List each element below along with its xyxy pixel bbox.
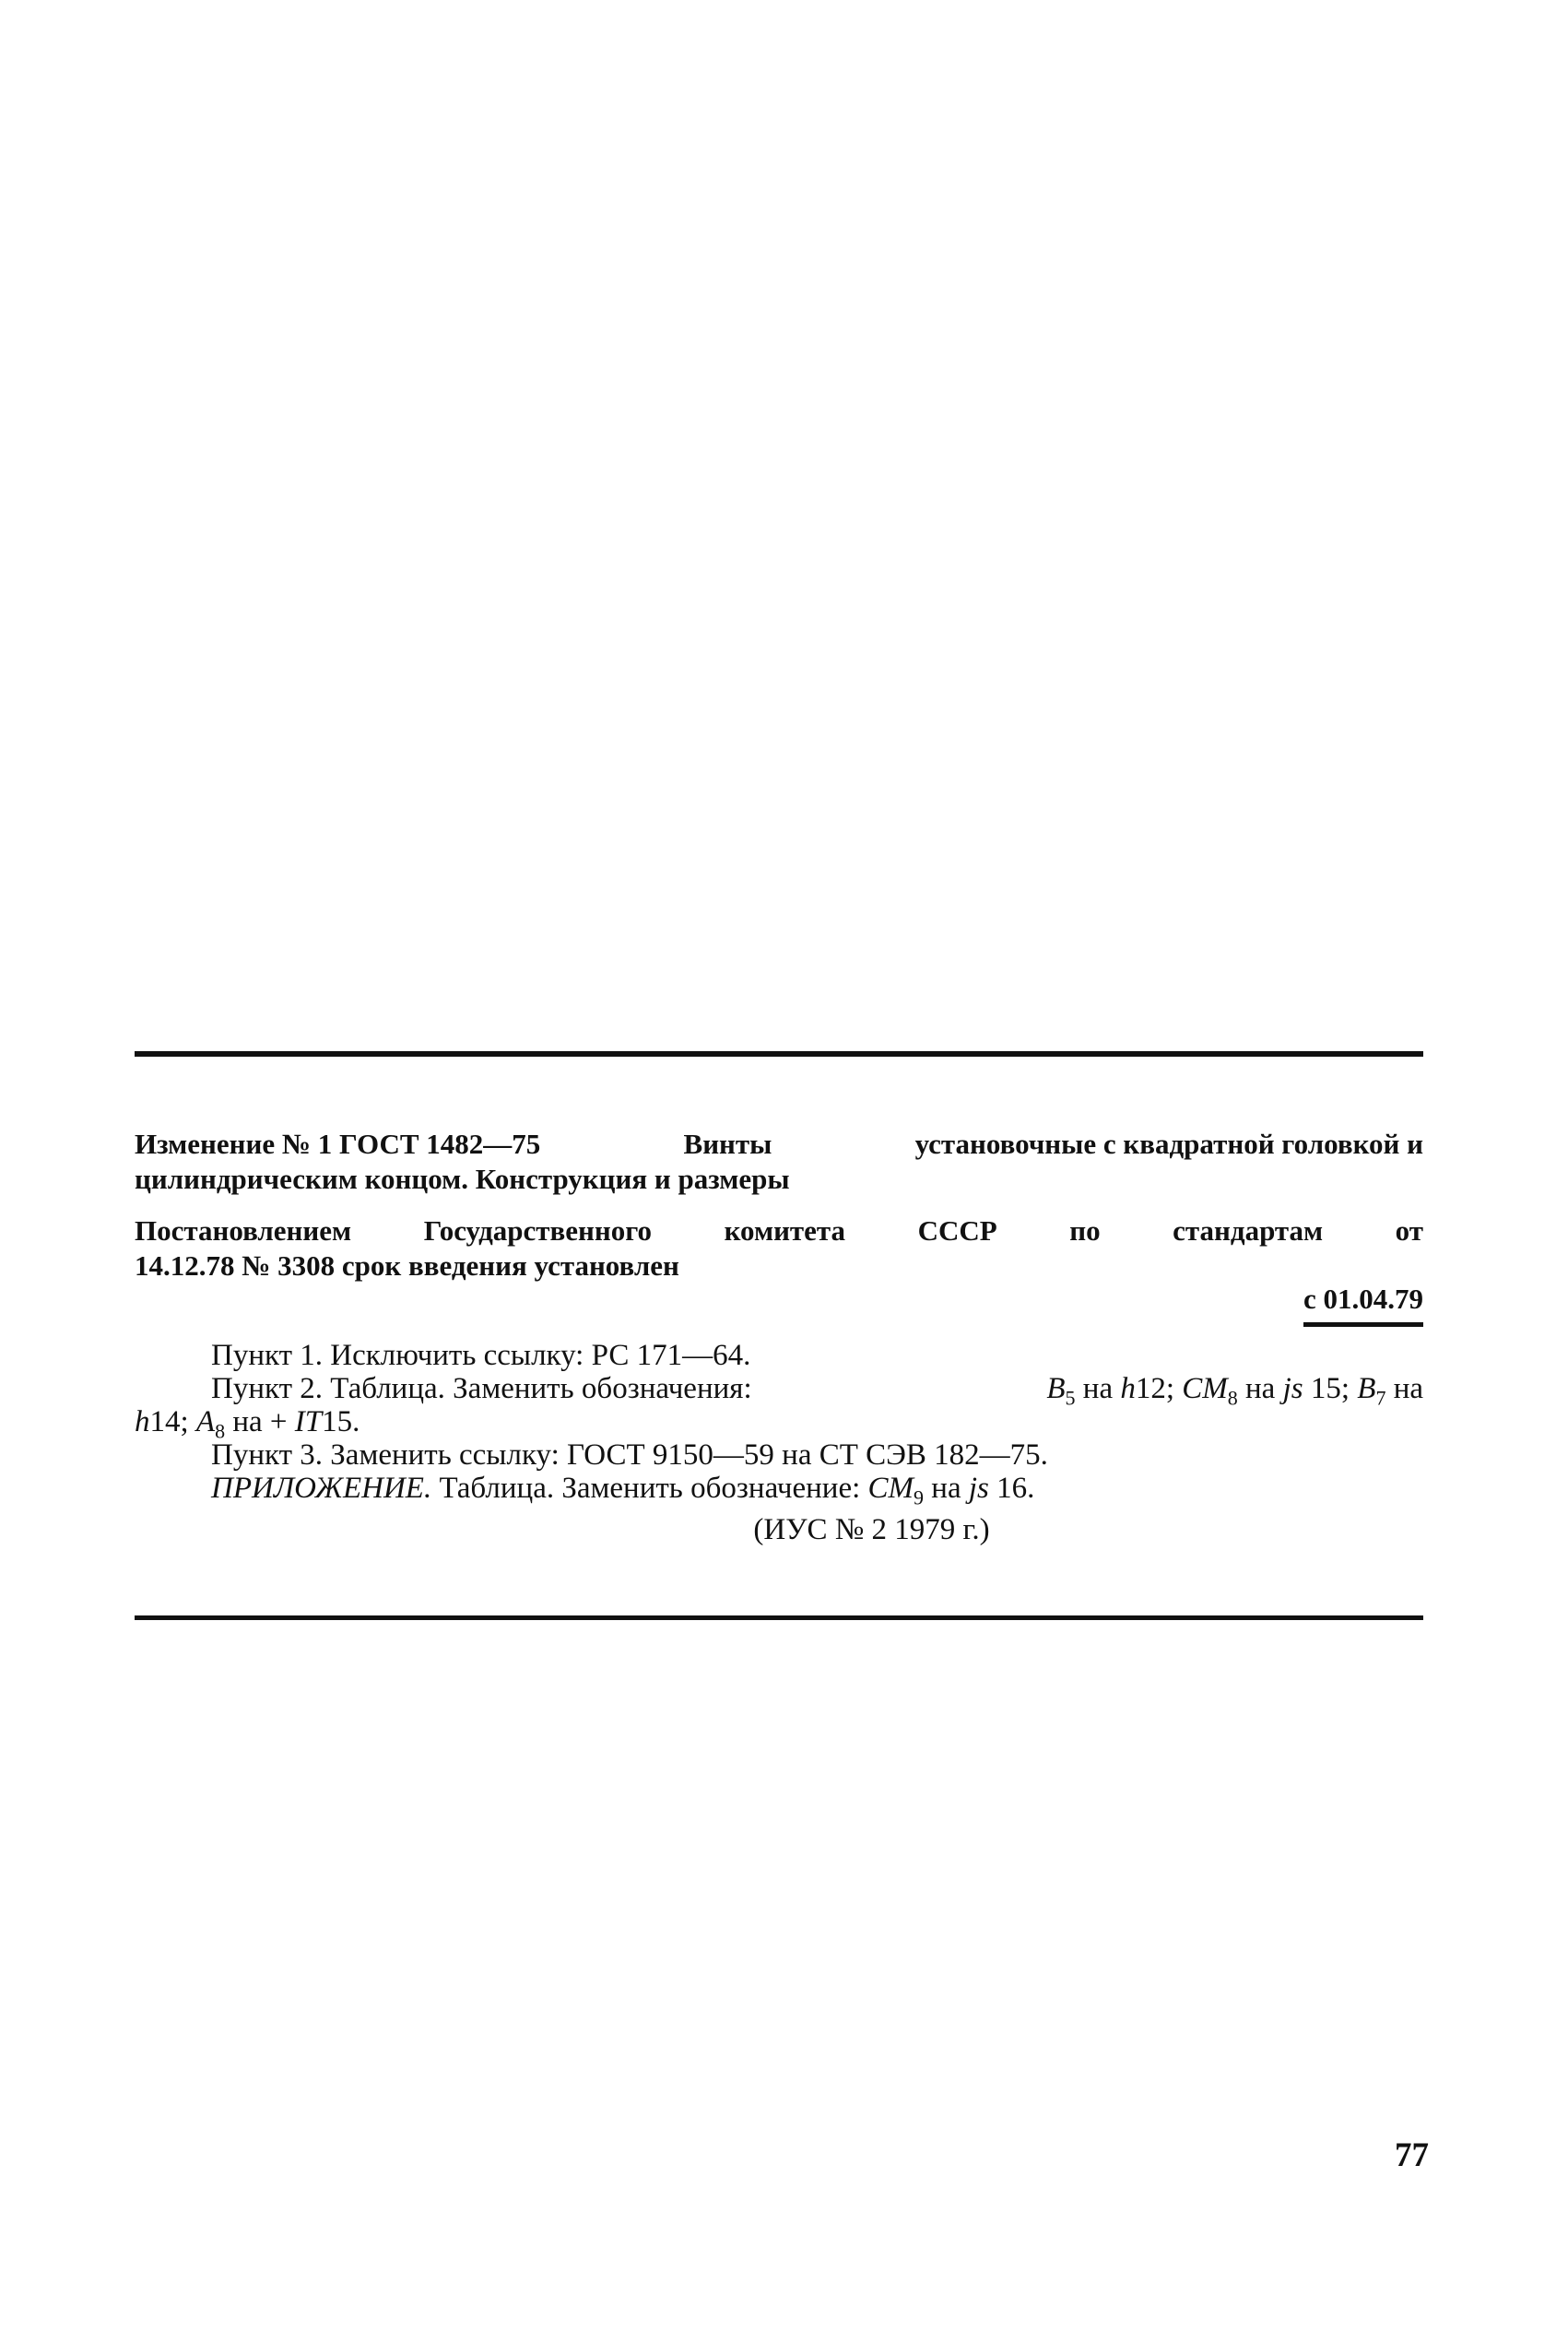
decree-statement — [135, 1213, 1423, 1284]
item-2-line-1 — [135, 1372, 1423, 1410]
decree-line-2: 14.12.78 № 3308 срок введения установлен — [135, 1249, 679, 1282]
item-2-text: Пункт 2. Таблица. Заменить обозначения: — [211, 1372, 752, 1405]
decree-word: от — [1395, 1214, 1423, 1247]
effective-date-wrap — [1303, 1282, 1423, 1327]
source-reference — [0, 1512, 1568, 1547]
heading-line-1 — [135, 1127, 1423, 1162]
item-2-designations: $B_5$ на h12; $CM_8$ на js 15; $B_7$ на — [1046, 1372, 1423, 1410]
effective-date: с 01.04.79 — [1303, 1282, 1423, 1327]
item-3: Пункт 3. Заменить ссылку: ГОСТ 9150—59 на СТ СЭВ 182—75. — [211, 1438, 1048, 1472]
page-number: 77 — [1395, 2136, 1429, 2174]
change-items — [135, 1339, 1423, 1509]
decree-word: Государственного — [423, 1214, 653, 1247]
heading-part: установочные с квадратной головкой и — [914, 1128, 1423, 1160]
decree-word: по — [1069, 1214, 1101, 1247]
decree-word: стандартам — [1173, 1214, 1324, 1247]
heading-line-2: цилиндрическим концом. Конструкция и размеры — [135, 1163, 790, 1195]
heading-part: Изменение № 1 ГОСТ 1482—75 — [135, 1128, 541, 1160]
change-heading — [135, 1127, 1423, 1197]
decree-word: Постановлением — [135, 1214, 352, 1247]
top-divider — [135, 1051, 1423, 1057]
bottom-divider — [135, 1615, 1423, 1620]
source-text: (ИУС № 2 1979 г.) — [753, 1513, 990, 1546]
item-appendix: ПРИЛОЖЕНИЕ. Таблица. Заменить обозначение: $CM_9$ на js 16. — [211, 1472, 1035, 1509]
decree-word: СССР — [917, 1214, 997, 1247]
heading-part: Винты — [683, 1128, 772, 1160]
decree-word: комитета — [724, 1214, 846, 1247]
item-2-line-2: h14; $A_8$ на + IT15. — [135, 1405, 360, 1443]
decree-line-1 — [135, 1213, 1423, 1248]
item-1: Пункт 1. Исключить ссылку: РС 171—64. — [211, 1339, 751, 1372]
